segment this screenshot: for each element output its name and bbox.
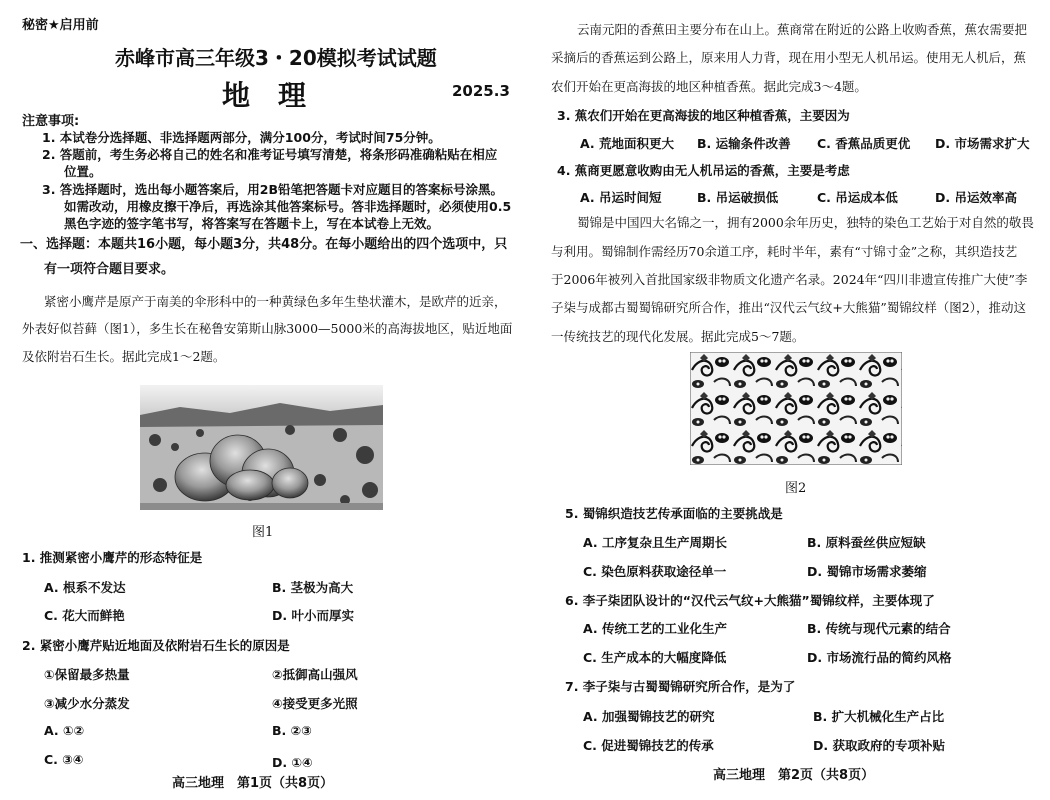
passage-line: 一传统技艺的现代化发展。据此完成5～7题。 [551,329,805,344]
passage-line: 及依附岩石生长。据此完成1～2题。 [22,349,226,364]
option-b[interactable]: B. ②③ [272,723,312,738]
exam-title: 赤峰市高三年级3・20模拟考试试题 [115,46,437,70]
option-b[interactable]: B. 传统与现代元素的结合 [807,621,951,636]
page-2 [525,0,1050,800]
option-b[interactable]: B. 茎极为高大 [272,580,354,595]
subject-title: 地 理 [222,79,307,112]
option-a[interactable]: A. 加强蜀锦技艺的研究 [583,709,715,724]
notice-item: 黑色字迹的签字笔书写，将答案写在答题卡上，写在本试卷上无效。 [64,216,440,231]
page-footer: 高三地理 第2页（共8页） [713,768,875,783]
figure-1-caption: 图1 [252,525,274,540]
confidential-label: 秘密★启用前 [22,18,99,33]
passage-line: 于2006年被列入首批国家级非物质文化遗产名录。2024年“四川非遗宣传推广大使”李 [551,272,1028,287]
notice-item: 3. 答选择题时，选出每小题答案后，用2B铅笔把答题卡对应题目的答案标号涂黑。 [42,182,504,197]
question-stem: 2. 紧密小鹰芹贴近地面及依附岩石生长的原因是 [22,638,290,653]
passage-line: 云南元阳的香蕉田主要分布在山上。蕉商常在附近的公路上收购香蕉，蕉农需要把 [577,22,1028,37]
option-a[interactable]: A. 工序复杂且生产周期长 [583,535,728,550]
option-c[interactable]: C. 花大而鲜艳 [44,608,125,623]
notice-title: 注意事项: [22,114,80,129]
option-d[interactable]: D. 蜀锦市场需求萎缩 [807,564,927,579]
statement-item: ①保留最多热量 [44,667,130,682]
question-stem: 4. 蕉商更愿意收购由无人机吊运的香蕉，主要是考虑 [557,163,850,178]
passage-line: 紧密小鹰芹是原产于南美的伞形科中的一种黄绿色多年生垫状灌木，是欧芹的近亲， [44,294,507,309]
statement-item: ③减少水分蒸发 [44,696,130,711]
figure-1-photo [140,385,383,510]
option-a[interactable]: A. 吊运时间短 [580,190,662,205]
statement-item: ④接受更多光照 [272,696,358,711]
option-d[interactable]: D. 叶小而厚实 [272,608,354,623]
option-a[interactable]: A. ①② [44,723,85,738]
question-stem: 1. 推测紧密小鹰芹的形态特征是 [22,550,203,565]
passage-line: 外表好似苔藓（图1），多生长在秘鲁安第斯山脉3000—5000米的高海拔地区，贴近地面 [22,321,513,336]
option-d[interactable]: D. ①④ [272,755,313,770]
passage-line: 农们开始在更高海拔的地区种植香蕉。据此完成3～4题。 [551,79,867,94]
section-heading-line1: 一、选择题：本题共16小题，每小题3分，共48分。在每小题给出的四个选项中，只 [20,237,508,252]
question-stem: 5. 蜀锦织造技艺传承面临的主要挑战是 [565,506,783,521]
option-c[interactable]: C. ③④ [44,752,84,767]
option-d[interactable]: D. 市场流行品的简约风格 [807,650,952,665]
notice-item: 2. 答题前，考生务必将自己的姓名和准考证号填写清楚，将条形码准确粘贴在相应 [42,147,498,162]
option-a[interactable]: A. 荒地面积更大 [580,136,675,151]
question-stem: 6. 李子柒团队设计的“汉代云气纹+大熊猫”蜀锦纹样，主要体现了 [565,593,935,608]
passage-line: 蜀锦是中国四大名锦之一，拥有2000余年历史，独特的染色工艺始于对自然的敬畏 [577,215,1034,230]
passage-line: 采摘后的香蕉运到公路上，原来用人力背，现在用小型无人机吊运。使用无人机后，蕉 [551,50,1027,65]
notice-item: 1. 本试卷分选择题、非选择题两部分，满分100分，考试时间75分钟。 [42,130,441,145]
option-b[interactable]: B. 扩大机械化生产占比 [813,709,945,724]
option-c[interactable]: C. 生产成本的大幅度降低 [583,650,727,665]
option-d[interactable]: D. 市场需求扩大 [935,136,1030,151]
notice-item: 位置。 [64,164,102,179]
figure-2-pattern [690,352,902,465]
option-a[interactable]: A. 根系不发达 [44,580,126,595]
option-c[interactable]: C. 吊运成本低 [817,190,898,205]
option-c[interactable]: C. 促进蜀锦技艺的传承 [583,738,714,753]
page-footer: 高三地理 第1页（共8页） [172,776,334,791]
option-c[interactable]: C. 染色原料获取途径单一 [583,564,727,579]
figure-2-caption: 图2 [785,481,807,496]
section-heading-line2: 有一项符合题目要求。 [44,262,175,277]
option-a[interactable]: A. 传统工艺的工业化生产 [583,621,728,636]
option-b[interactable]: B. 运输条件改善 [697,136,791,151]
notice-item: 如需改动，用橡皮擦干净后，再选涂其他答案标号。答非选择题时，必须使用0.5 [64,199,512,214]
statement-item: ②抵御高山强风 [272,667,358,682]
option-c[interactable]: C. 香蕉品质更优 [817,136,911,151]
option-b[interactable]: B. 吊运破损低 [697,190,779,205]
passage-line: 与利用。蜀锦制作需经历70余道工序，耗时半年，素有“寸锦寸金”之称，其织造技艺 [551,244,1018,259]
option-b[interactable]: B. 原料蚕丝供应短缺 [807,535,926,550]
option-d[interactable]: D. 吊运效率高 [935,190,1017,205]
question-stem: 3. 蕉农们开始在更高海拔的地区种植香蕉，主要因为 [557,108,850,123]
passage-line: 子柒与成都古蜀蜀锦研究所合作，推出“汉代云气纹+大熊猫”蜀锦纹样（图2），推动这 [551,300,1026,315]
question-stem: 7. 李子柒与古蜀蜀锦研究所合作，是为了 [565,679,796,694]
option-d[interactable]: D. 获取政府的专项补贴 [813,738,945,753]
exam-date: 2025.3 [452,82,510,100]
